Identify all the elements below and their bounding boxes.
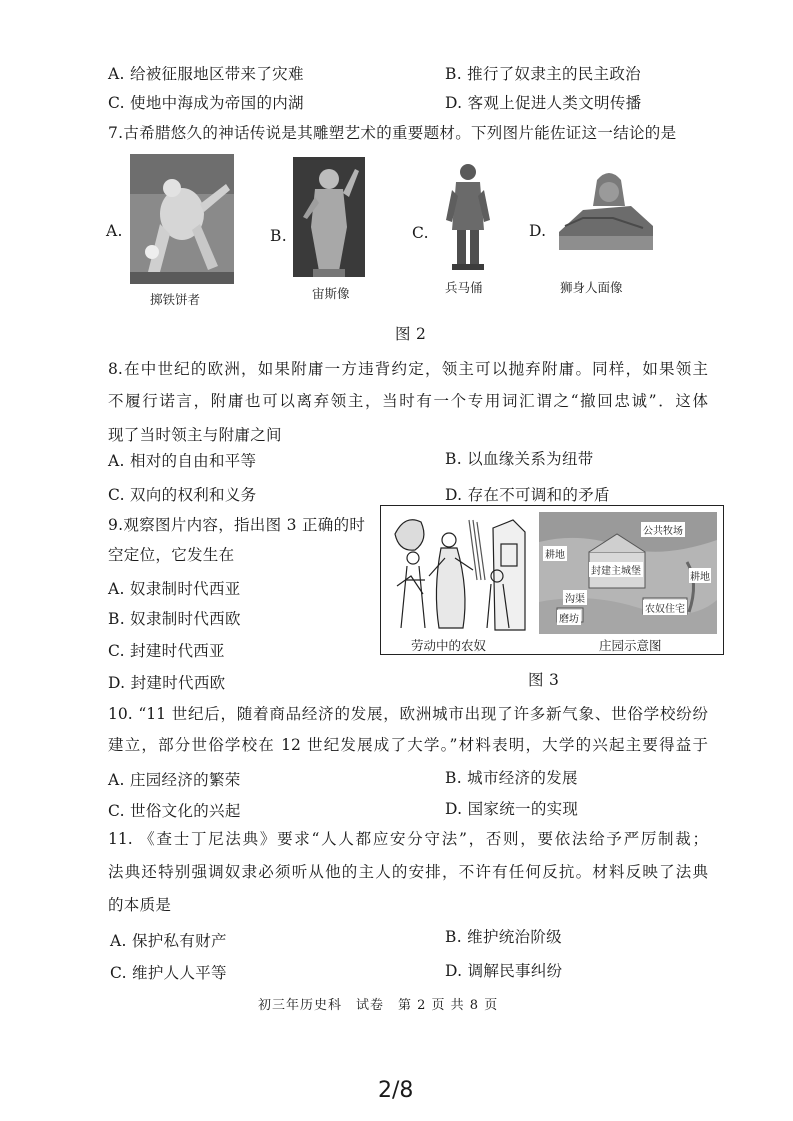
map-label-serf-housing: 农奴住宅 (643, 600, 687, 615)
q11-stem-line1: 11. 《查士丁尼法典》要求“人人都应安分守法”，否则，要依法给予严厉制裁； (108, 830, 708, 848)
map-label-mill: 磨坊 (557, 610, 581, 625)
q10-option-b: B. 城市经济的发展 (445, 769, 578, 787)
q11-option-a: A. 保护私有财产 (110, 932, 227, 950)
q7-letter-a: A. (106, 222, 123, 240)
q11-stem-line3: 的本质是 (108, 896, 172, 914)
figure-2-label: 图 2 (395, 325, 427, 343)
manor-caption: 庄园示意图 (599, 638, 662, 653)
exam-footer: 初三年历史科 试卷 第 2 页 共 8 页 (258, 998, 499, 1013)
q10-option-c: C. 世俗文化的兴起 (108, 802, 241, 820)
page-number: 2/8 (378, 1078, 414, 1103)
q10-option-a: A. 庄园经济的繁荣 (108, 771, 241, 789)
q9-stem-line1: 9.观察图片内容，指出图 3 正确的时 (108, 516, 366, 534)
q7-letter-c: C. (412, 224, 429, 242)
q6-option-d: D. 客观上促进人类文明传播 (445, 94, 642, 112)
terracotta-warrior-image (442, 160, 494, 272)
q9-option-b: B. 奴隶制时代西欧 (108, 610, 241, 628)
zeus-statue-image (293, 157, 365, 277)
q10-stem-line1: 10. “11 世纪后，随着商品经济的发展，欧洲城市出现了许多新气象、世俗学校纷纷 (108, 705, 708, 723)
q7-caption-b: 宙斯像 (312, 286, 350, 301)
q9-stem-line2: 空定位，它发生在 (108, 546, 235, 564)
q8-option-d: D. 存在不可调和的矛盾 (445, 486, 610, 504)
map-label-common-pasture: 公共牧场 (641, 522, 685, 537)
q9-option-a: A. 奴隶制时代西亚 (108, 580, 241, 598)
map-label-farmland-right: 耕地 (689, 568, 711, 583)
map-label-ditch: 沟渠 (563, 590, 587, 605)
q8-stem-line3: 现了当时领主与附庸之间 (108, 426, 282, 444)
q7-letter-d: D. (529, 222, 547, 240)
sphinx-image (553, 166, 657, 260)
q6-option-a: A. 给被征服地区带来了灾难 (108, 65, 304, 83)
q6-option-c: C. 使地中海成为帝国的内湖 (108, 94, 304, 112)
discobolus-image (130, 154, 234, 284)
q7-caption-c: 兵马俑 (445, 280, 483, 295)
q9-option-d: D. 封建时代西欧 (108, 674, 226, 692)
map-label-farmland-left: 耕地 (543, 546, 567, 561)
q10-stem-line2: 建立，部分世俗学校在 12 世纪发展成了大学。”材料表明，大学的兴起主要得益于 (108, 736, 708, 754)
q8-option-b: B. 以血缘关系为纽带 (445, 450, 594, 468)
q7-letter-b: B. (270, 227, 287, 245)
q8-option-a: A. 相对的自由和平等 (108, 452, 257, 470)
figure-3-label: 图 3 (528, 671, 560, 689)
q11-option-c: C. 维护人人平等 (110, 964, 227, 982)
q11-option-b: B. 维护统治阶级 (445, 928, 562, 946)
q10-option-d: D. 国家统一的实现 (445, 800, 579, 818)
q8-stem-line2: 不履行诺言，附庸也可以离弃领主，当时有一个专用词汇谓之“撤回忠诚”．这体 (108, 392, 708, 410)
q6-option-b: B. 推行了奴隶主的民主政治 (445, 65, 641, 83)
q11-stem-line2: 法典还特别强调奴隶必须听从他的主人的安排，不许有任何反抗。材料反映了法典 (108, 863, 708, 881)
figure-3-frame (380, 505, 724, 655)
map-label-castle: 封建主城堡 (589, 562, 643, 577)
serfs-working-illustration (385, 510, 533, 634)
manor-map-illustration (539, 512, 717, 634)
q7-caption-a: 掷铁饼者 (150, 292, 201, 307)
q7-stem: 7.古希腊悠久的神话传说是其雕塑艺术的重要题材。下列图片能佐证这一结论的是 (108, 124, 677, 142)
q8-stem-line1: 8.在中世纪的欧洲，如果附庸一方违背约定，领主可以抛弃附庸。同样，如果领主 (108, 360, 708, 378)
q9-option-c: C. 封建时代西亚 (108, 642, 225, 660)
q11-option-d: D. 调解民事纠纷 (445, 962, 563, 980)
q8-option-c: C. 双向的权利和义务 (108, 486, 257, 504)
serfs-caption: 劳动中的农奴 (411, 638, 487, 653)
q7-caption-d: 狮身人面像 (560, 280, 623, 295)
